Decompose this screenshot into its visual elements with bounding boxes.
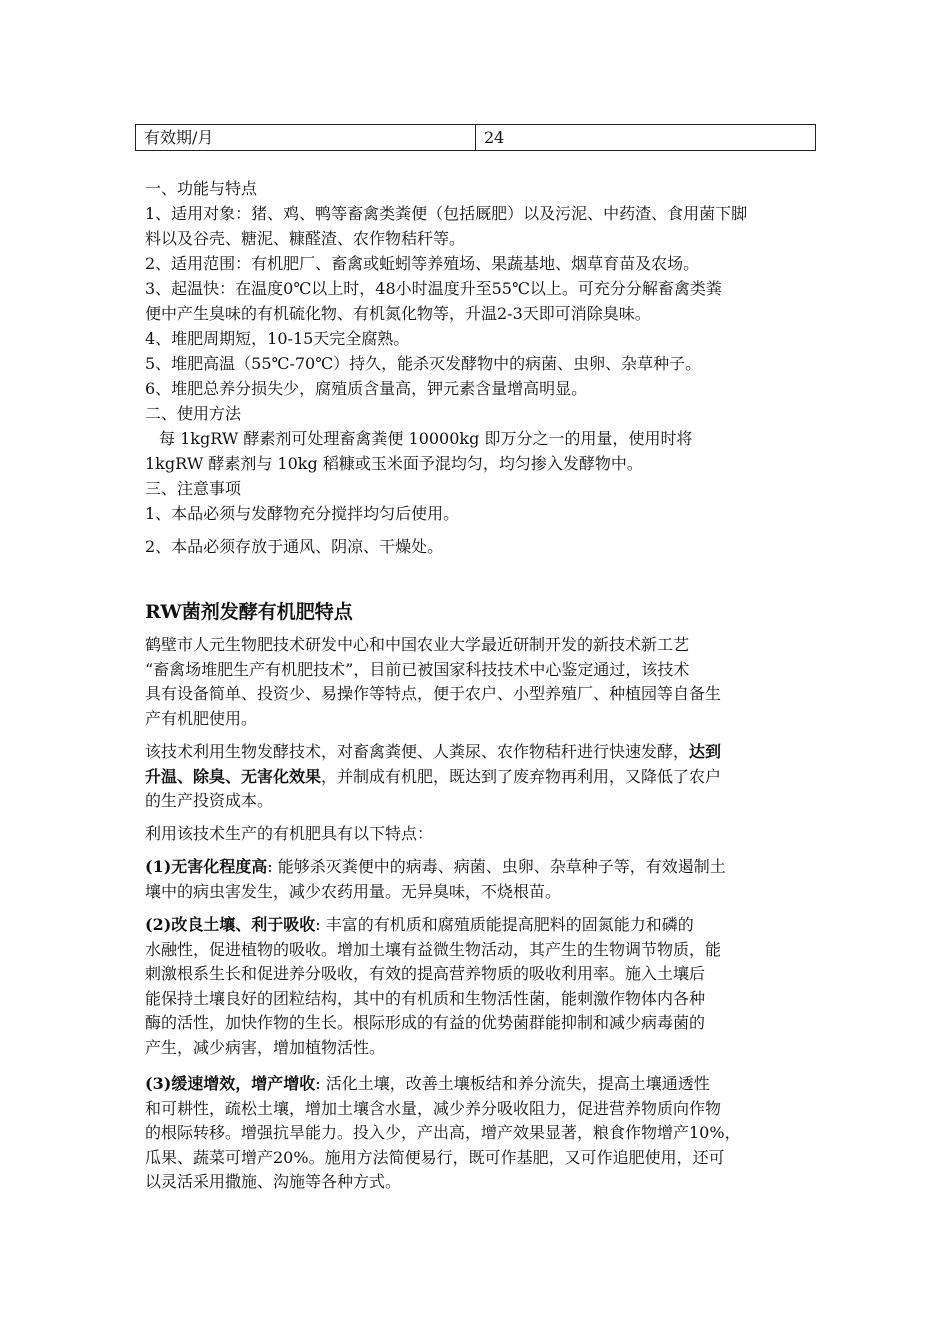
feature-text: 壤中的病虫害发生，减少农药用量。无异臭味，不烧根苗。: [145, 881, 562, 901]
feature-text: : 活化土壤，改善土壤板结和养分流失，提高土壤通透性: [315, 1074, 710, 1093]
spec-table: [135, 124, 816, 151]
paragraph-line: 产有机肥使用。: [145, 708, 258, 728]
list-item: 5、堆肥高温（55℃-70℃）持久，能杀灭发酵物中的病菌、虫卵、杂草种子。: [145, 354, 702, 373]
paragraph-line: 利用该技术生产的有机肥具有以下特点：: [145, 824, 434, 843]
article-paragraph: [145, 633, 815, 731]
paragraph-line: 具有设备简单、投资少、易操作等特点，便于农户、小型养殖厂、种植园等自备生: [145, 684, 722, 703]
article-paragraph: [145, 822, 815, 847]
section-title: 二、使用方法: [145, 404, 242, 423]
feature-text: 能保持土壤良好的团粒结构，其中的有机质和生物活性菌，能刺激作物体内各种: [145, 988, 706, 1008]
feature-text: 水融性，促进植物的吸收。增加土壤有益微生物活动，其产生的生物调节物质，能: [145, 939, 722, 959]
paragraph-line: “畜禽场堆肥生产有机肥技术”，目前已被国家科技技术中心鉴定通过，该技术: [145, 659, 690, 679]
feature-text: 酶的活性，加快作物的生长。根际形成的有益的优势菌群能抑制和减少病毒菌的: [145, 1013, 706, 1032]
list-item: 1、本品必须与发酵物充分搅拌均匀后使用。: [145, 504, 460, 523]
feature-text: : 能够杀灭粪便中的病毒、病菌、虫卵、杂草种子等，有效遏制土: [267, 857, 726, 876]
feature-text: 刺激根系生长和促进养分吸收，有效的提高营养物质的吸收利用率。施入土壤后: [145, 964, 706, 983]
feature-1: [145, 855, 815, 904]
feature-text: 以灵活采用撒施、沟施等各种方式。: [145, 1172, 402, 1191]
paragraph-line: 的生产投资成本。: [145, 791, 274, 810]
feature-text: 瓜果、蔬菜可增产20%。施用方法简便易行，既可作基肥，又可作追肥使用，还可: [145, 1147, 725, 1167]
feature-title: (1)无害化程度高: [145, 857, 268, 876]
paragraph-line: 鹤壁市人元生物肥技术研发中心和中国农业大学最近研制开发的新技术新工艺: [145, 635, 690, 654]
emphasis-text: 达到: [689, 742, 722, 761]
feature-title: (3)缓速增效，增产增收: [145, 1074, 316, 1093]
section-title: 一、功能与特点: [145, 179, 258, 198]
list-item: 2、适用范围：有机肥厂、畜禽或蚯蚓等养殖场、果蔬基地、烟草育苗及农场。: [145, 254, 700, 273]
usage-text: 每 1kgRW 酵素剂可处理畜禽粪便 10000kg 即万分之一的用量，使用时将: [159, 429, 693, 448]
article-paragraph: [145, 740, 815, 814]
paragraph-text: ，并制成有机肥，既达到了废弃物再利用，又降低了农户: [321, 766, 722, 786]
notice-item: [145, 534, 815, 559]
feature-2: [145, 913, 815, 1060]
paragraph-text: 该技术利用生物发酵技术，对畜禽粪便、人粪尿、农作物秸秆进行快速发酵，: [145, 742, 690, 761]
spec-value-cell: 24: [476, 125, 816, 151]
list-item: 2、本品必须存放于通风、阴凉、干燥处。: [145, 537, 444, 556]
feature-text: : 丰富的有机质和腐殖质能提高肥料的固氮能力和磷的: [315, 915, 694, 934]
list-item: 4、堆肥周期短，10-15天完全腐熟。: [145, 329, 410, 348]
list-item: 3、起温快：在温度0℃以上时，48小时温度升至55℃以上。可充分分解畜禽类粪: [145, 279, 722, 298]
feature-text: 的根际转移。增强抗旱能力。投入少，产出高，增产效果显著，粮食作物增产10%，: [145, 1123, 741, 1142]
emphasis-text: 升温、除臭、无害化效果: [145, 766, 322, 786]
feature-text: 和可耕性，疏松土壤，增加土壤含水量，减少养分吸收阻力，促进营养物质向作物: [145, 1098, 722, 1118]
section-title: 三、注意事项: [145, 479, 242, 498]
feature-title: (2)改良土壤、利于吸收: [145, 915, 316, 934]
section-functions: [145, 176, 815, 526]
list-item: 1、适用对象：猪、鸡、鸭等畜禽类粪便（包括厩肥）以及污泥、中药渣、食用菌下脚: [145, 204, 748, 223]
list-item: 6、堆肥总养分损失少，腐殖质含量高，钾元素含量增高明显。: [145, 379, 588, 398]
list-item-cont: 料以及谷壳、糖泥、糠醛渣、农作物秸秆等。: [145, 229, 466, 248]
article-title: RW菌剂发酵有机肥特点: [145, 601, 353, 623]
feature-3: [145, 1072, 815, 1195]
table-row: [136, 125, 816, 151]
usage-text: 1kgRW 酵素剂与 10kg 稻糠或玉米面予混均匀，均匀掺入发酵物中。: [145, 454, 643, 473]
feature-text: 产生，减少病害，增加植物活性。: [145, 1037, 386, 1057]
spec-label-cell: 有效期/月: [136, 125, 476, 151]
list-item-cont: 便中产生臭味的有机硫化物、有机氮化物等，升温2-3天即可消除臭味。: [145, 304, 651, 323]
